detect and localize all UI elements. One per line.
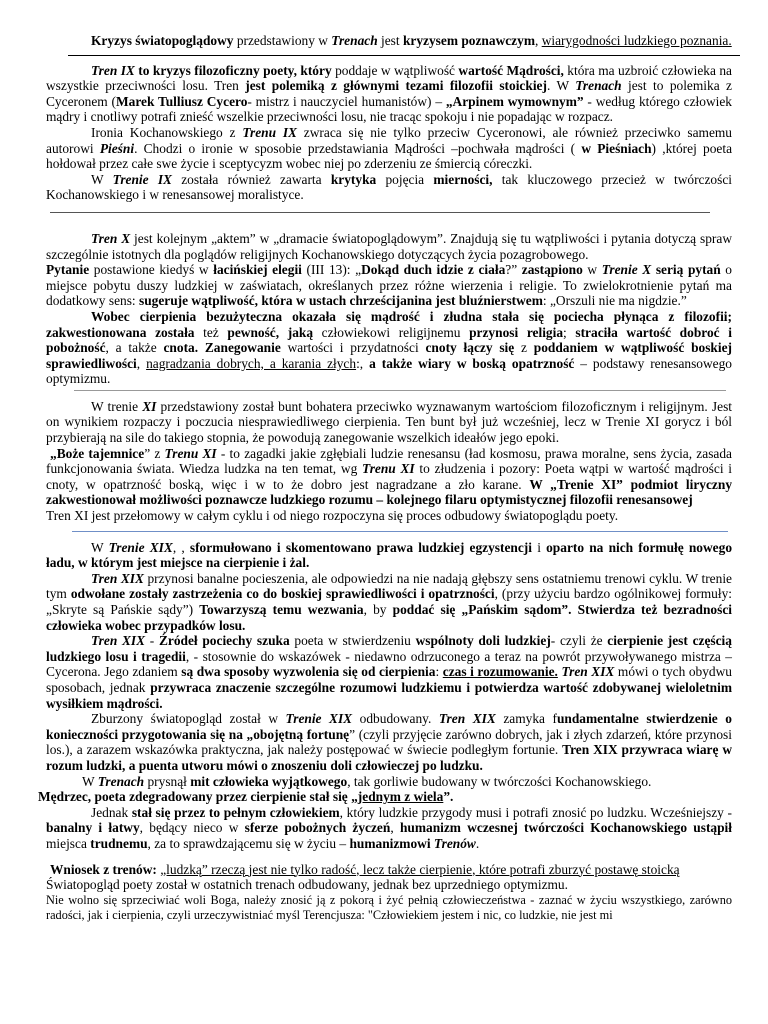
text-run: - według którego człowiek mądry i cnotliwy potrafi znieść wszelkie przeciwności losu, nie tracąc spokoju i nie popadając w rozpacz.: [46, 93, 732, 125]
text-run: Trenu XI: [362, 461, 415, 477]
text-run: w Pieśniach: [581, 140, 652, 156]
text-run: to złudzenia i pozory: Poeta wątpi w wartość mądrości i cnoty, w opatrzność boską, więc i w to że dobro jest nagradzane a zło karane.: [46, 461, 733, 492]
section-divider: [50, 212, 710, 213]
text-run: przywraca znaczenie szczególne rozumowi ludzkiemu i potwierdza wartość zdobywanej wieloletnim wysiłkiem mądrości.: [46, 679, 732, 711]
text-run: W: [91, 171, 113, 187]
text-run: wiarygodności ludzkiego poznania.: [541, 33, 732, 48]
text-run: Pieśni: [99, 140, 135, 156]
tren19-paragraph-7: [46, 805, 732, 852]
text-run: Tren IX: [91, 62, 135, 78]
text-run: Trenie X: [601, 262, 652, 278]
tren9-paragraph-3: [46, 172, 732, 203]
tren10-paragraph-3: [46, 309, 732, 387]
tren11-paragraph-3: [46, 508, 732, 524]
text-run: nagradzania dobrych, a karania złych: [146, 355, 357, 371]
text-run: Trenach: [575, 78, 622, 94]
text-run: ” z: [144, 445, 165, 461]
text-run: też: [194, 324, 228, 340]
text-run: o miejsce pobytu duszy ludzkiej w zaświatach, określanych przez różne wierzenia i religie. To zwielokrotnienie pytań ma dodatkowy sens:: [46, 262, 732, 309]
text-run: pewność, jaką: [227, 324, 314, 340]
text-run: Trenie XIX: [285, 711, 353, 727]
text-run: postawione kiedyś w: [89, 262, 214, 278]
text-run: Tren XIX: [91, 633, 146, 649]
text-run: W: [91, 539, 109, 555]
text-run: Trenie XIX: [108, 539, 173, 555]
text-run: ,: [534, 33, 542, 48]
text-run: sformułowano i skomentowano prawa ludzkiej egzystencji: [189, 539, 532, 555]
text-run: prysnął: [144, 773, 191, 789]
conclusion-note: [46, 893, 732, 923]
text-run: :: [435, 664, 443, 680]
text-run: Trenu XI: [164, 445, 217, 461]
text-run: :,: [356, 355, 370, 371]
text-run: wartości i przydatności: [280, 340, 426, 356]
text-run: W „Trenie XI” podmiot liryczny zakwestionował możliwości poznawcze ludzkiego rozumu – kolejnego filaru optymistycznej filozofii renesansowej: [46, 476, 733, 508]
tren11-paragraph-1: [46, 399, 732, 446]
text-run: straciła wartość dobroć i pobożność: [46, 324, 732, 356]
text-run: została również zawarta: [171, 171, 331, 187]
text-run: i: [532, 539, 547, 555]
text-run: Tren XI jest przełomowy w całym cyklu i od niego rozpoczyna się proces odbudowy światopoglądu poety.: [46, 508, 619, 524]
text-run: oparto na nich formułę nowego ładu, w którym jest miejsce na cierpienie i żal.: [46, 539, 733, 571]
text-run: W trenie: [91, 398, 143, 414]
text-run: Tren XIX: [561, 664, 615, 680]
text-run: łacińskiej elegii: [213, 262, 302, 278]
text-run: człowiekowi religijnemu: [313, 324, 470, 340]
text-run: odbudowany.: [352, 711, 439, 727]
text-run: są dwa sposoby wyzwolenia się od cierpienia: [181, 664, 436, 680]
text-run: . W: [546, 78, 576, 94]
text-run: , - stosownie do wskazówek - niedawno odrzuconego a teraz na powrót przywoływanego mistrza – Cycerona. Jego zdaniem: [46, 648, 733, 680]
text-run: Trenach: [331, 33, 378, 48]
text-run: poddaniem w wątpliwość boskiej sprawiedliwości: [46, 340, 732, 371]
text-run: mit człowieka wyjątkowego: [190, 773, 348, 789]
text-run: (III 13): „: [301, 262, 362, 278]
text-run: ”.: [443, 789, 454, 805]
text-run: , ,: [172, 539, 190, 555]
text-run: ?”: [505, 262, 522, 278]
text-run: krytyka: [330, 171, 377, 187]
text-run: jest: [377, 33, 403, 48]
tren19-paragraph-1: [46, 540, 732, 571]
text-run: z: [514, 340, 534, 356]
text-run: , tak gorliwie budowany w twórczości Kochanowskiego.: [347, 773, 652, 789]
text-run: czas i rozumowanie.: [442, 664, 558, 680]
text-run: banalny i łatwy: [46, 820, 140, 836]
text-run: przedstawiony został bunt bohatera przeciwko wyznawanym wartościom filozoficznym i religijnym. Jest on wynikiem rozpaczy i poczucia niesprawiedliwego cierpienia. Ten bunt był już wcześniej, lecz w Trenie XI gorycz i ból przybierają na sile do takiego stopnia, że powodują zanegowanie wszelkich ideałów jego epoki.: [46, 398, 732, 446]
text-run: serią pytań: [655, 262, 721, 278]
text-run: zamyka f: [495, 711, 557, 727]
text-run: przynosi banalne pocieszenia, ale odpowiedzi na nie nadają głębszy sens ostatniemu trenowi cyklu. W trenie tym: [46, 570, 732, 602]
intro-paragraph: [46, 33, 732, 49]
text-run: mierności,: [433, 171, 493, 187]
text-run: Trenów: [433, 835, 476, 851]
text-run: przedstawiony w: [233, 33, 332, 48]
conclusion-heading: [46, 862, 732, 878]
section-divider: [72, 531, 728, 532]
text-run: Nie wolno się sprzeciwiać woli Boga, należy znosić ją z pokorą i żyć pełnią człowieczeństwa - zaznać w życiu wszystkiego, zarówno radości, jak i cierpienia, czyli urzeczywistniać myśl Terencjusza: "Człowiekiem jestem i nic, co ludzkie, nie jest mi: [46, 892, 732, 922]
text-run: Źródeł pociechy szuka: [158, 633, 290, 649]
section-divider: [74, 390, 726, 391]
text-run: Ironia Kochanowskiego z: [91, 124, 243, 140]
section-divider: [68, 55, 740, 56]
text-run: Wobec cierpienia bezużyteczna okazała się mądrość i złudna stała się pociecha płynąca z filozofii; zakwestionowana została: [46, 308, 732, 340]
tren9-paragraph-2: [46, 125, 732, 172]
text-run: XI: [142, 398, 157, 414]
tren10-paragraph-1: [46, 231, 732, 262]
text-run: Jednak: [91, 804, 132, 820]
tren10-paragraph-2: [46, 262, 732, 309]
text-run: ;: [563, 324, 576, 340]
text-run: „Arpinem wymownym”: [445, 93, 584, 109]
tren9-paragraph-1: [46, 63, 732, 125]
text-run: „Boże tajemnice: [50, 445, 145, 461]
document-page: [38, 33, 733, 923]
tren19-paragraph-6: [38, 789, 732, 805]
text-run: Trenie IX: [112, 171, 172, 187]
text-run: stał się przez to pełnym człowiekiem: [131, 804, 340, 820]
text-run: to kryzys filozoficzny poety, który: [134, 62, 332, 78]
text-run: jest to polemika z Cyceronem (: [46, 78, 732, 109]
text-run: która ma uzbroić człowieka na wszystkie przeciwności losu. Tren: [46, 62, 732, 94]
text-run: cnota. Zanegowanie: [163, 340, 281, 356]
text-run: - czyli że: [550, 633, 608, 649]
text-run: odwołane zostały zastrzeżenia co do boskiej sprawiedliwości i opatrzności: [70, 586, 495, 602]
text-run: wspólnoty doli ludzkiej: [415, 633, 551, 649]
text-run: ,: [136, 355, 147, 371]
text-run: zastąpiono: [521, 262, 583, 278]
text-run: Światopogląd poety został w ostatnich trenach odbudowany, jednak bez uprzedniego optymizmu.: [46, 877, 568, 893]
text-run: cierpienie jest częścią ludzkiego losu i tragedii: [46, 633, 732, 664]
text-run: Trenu IX: [242, 124, 297, 140]
text-run: Tren XIX: [91, 570, 144, 586]
text-run: Towarzyszą temu wezwania: [199, 602, 364, 617]
text-run: ,: [390, 820, 400, 836]
text-run: ” (czyli przyjęcie zarówno dobrych, jak i złych zdarzeń, które przynosi los.), a zarazem wskazówka praktyczna, jak należy postępować w świecie podległym fortunie.: [46, 726, 732, 758]
text-run: cnoty łączy się: [425, 340, 515, 356]
text-run: humanizm wczesnej twórczości Kochanowskiego ustąpił: [399, 820, 732, 836]
text-run: Wniosek z trenów:: [50, 861, 157, 877]
text-run: Tren XIX: [438, 711, 496, 727]
tren19-paragraph-5: [46, 774, 732, 790]
text-run: a także wiary w boską opatrzność: [369, 355, 575, 371]
text-run: mówi o tych obydwu sposobach, jednak: [46, 664, 732, 695]
text-run: jednym z wiela: [357, 789, 444, 805]
text-run: poeta w stwierdzeniu: [289, 633, 416, 649]
text-run: , który ludzkie przygody musi i potrafi znosić po ludzku. Wcześniejszy -: [339, 804, 732, 820]
text-run: zwraca się nie tylko przeciw Cyceronowi, ale również przeciwko samemu autorowi: [46, 124, 733, 156]
text-run: W: [82, 773, 98, 789]
text-run: Tren X: [91, 230, 131, 246]
text-run: Pytanie: [46, 262, 90, 278]
text-run: Marek Tulliusz Cycero: [116, 93, 248, 109]
text-run: humanizmowi: [349, 835, 431, 851]
text-run: jest polemiką z głównymi tezami filozofii stoickiej: [245, 78, 547, 94]
text-run: „ludzką” rzeczą jest nie tylko radość, lecz także cierpienie, które potrafi zburzyć postawę stoicką: [160, 861, 680, 877]
conclusion-summary: [46, 877, 732, 893]
text-run: , a także: [105, 340, 164, 356]
text-run: w: [582, 262, 602, 278]
text-run: : „Orszuli nie ma nigdzie.”: [542, 293, 687, 309]
tren19-paragraph-3: [46, 633, 732, 711]
text-run: – podstawy renesansowego optymizmu.: [46, 355, 733, 387]
text-run: .: [475, 835, 480, 851]
text-run: , (przy użyciu bardzo ogólnikowej formuły: „Skryte są Pańskie sądy”): [46, 586, 732, 617]
text-run: Kryzys światopoglądowy: [91, 33, 234, 48]
text-run: , by: [363, 602, 393, 617]
text-run: undamentalne stwierdzenie o konieczności przygotowania się na „obojętną fortunę: [46, 711, 732, 742]
text-run: jest kolejnym „aktem” w „dramacie światopoglądowym”. Znajdują się tu wątpliwości i pytania dotyczą spraw szczególnie istotnych dla poglądów religijnych Kochanowskiego dotyczących życia pozagrobowego.: [46, 230, 732, 262]
tren11-paragraph-2: [46, 446, 732, 508]
tren19-paragraph-4: [46, 711, 732, 773]
tren19-paragraph-2: [46, 571, 732, 633]
text-run: kryzysem poznawczym: [402, 33, 535, 48]
text-run: pojęcia: [376, 171, 434, 187]
text-run: tak kluczowego przecież w twórczości Kochanowskiego i w renesansowej moralistyce.: [46, 171, 733, 203]
text-run: - mistrz i nauczyciel humanistów) –: [247, 93, 446, 109]
text-run: , za to sprawdzającemu się w życiu –: [147, 835, 350, 851]
text-run: -: [145, 633, 159, 649]
text-run: , będący nieco w: [139, 820, 245, 836]
text-run: Mędrzec, poeta zdegradowany przez cierpienie stał się „: [38, 789, 358, 805]
text-run: . Chodzi o ironie w sposobie przedstawiania Mądrości –pochwała mądrości (: [134, 140, 582, 156]
text-run: ) ,której poeta hołdował przez całe swe życie i sceptycyzm wobec niej po zderzeniu ze śmiercią córeczki.: [46, 140, 733, 172]
text-run: Zburzony światopogląd został w: [91, 711, 286, 727]
text-run: wartość Mądrości,: [458, 62, 564, 78]
text-run: - to zagadki jakie zgłębiali ludzie renesansu (ład kosmosu, prawa moralne, sens życia, zasada funkcjonowania świata. Wiedza ludzka na ten temat, wg: [46, 445, 732, 477]
text-run: poddaje w wątpliwość: [331, 62, 459, 78]
text-run: Tren XIX przywraca wiarę w rozum ludzki, a puenta utworu mówi o znoszeniu doli człowieczej po ludzku.: [46, 742, 733, 773]
text-run: sferze pobożnych życzeń: [244, 820, 391, 836]
text-run: miejsca: [46, 835, 91, 851]
text-run: Trenach: [97, 773, 145, 789]
text-run: sugeruje wątpliwość, która w ustach chrześcijanina jest bluźnierstwem: [138, 293, 543, 309]
text-run: trudnemu: [90, 835, 148, 851]
text-run: Dokąd duch idzie z ciała: [361, 262, 506, 278]
text-run: poddać się „Pańskim sądom”. Stwierdza też bezradności człowieka wobec przypadków losu.: [46, 602, 732, 633]
text-run: przynosi religia: [469, 324, 564, 340]
